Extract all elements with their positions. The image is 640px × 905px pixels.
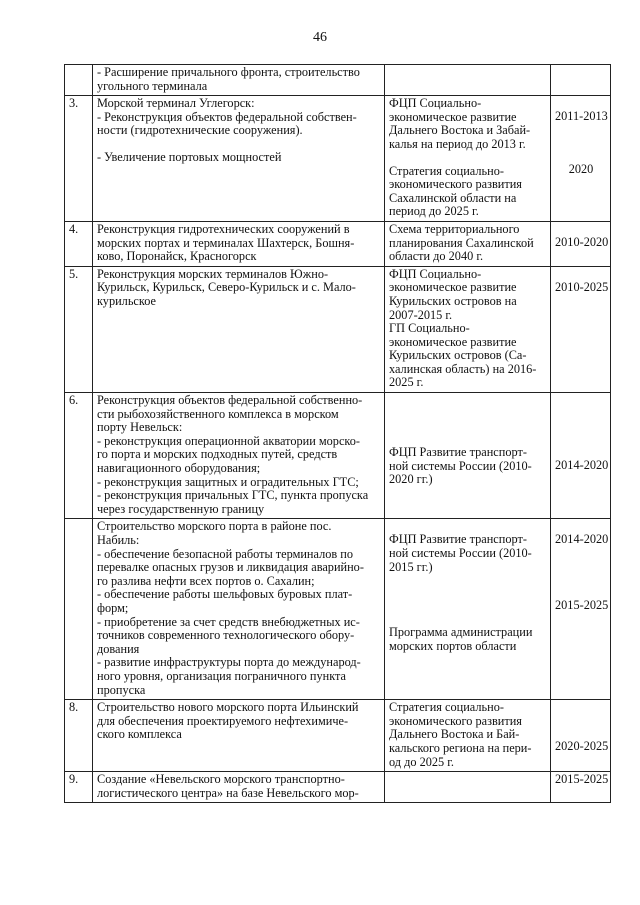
source-cell	[385, 96, 551, 222]
period-line: 2015-2025	[555, 772, 609, 787]
description-line: Реконструкция объектов федеральной собственно-	[97, 393, 363, 408]
description-line: для обеспечения проектируемого нефтехимиче-	[97, 713, 349, 728]
period-line: 2010-2020	[555, 234, 609, 249]
description-line: пропуска	[97, 682, 146, 697]
source-line	[389, 407, 547, 420]
source-line: Курильских островов на	[389, 293, 517, 308]
description-line: Курильск, Курильск, Северо-Курильск и с. Мало-	[97, 280, 356, 295]
description-line: морских портах и терминалах Шахтерск, Бошня-	[97, 235, 355, 250]
source-line	[389, 600, 547, 613]
table-row	[65, 221, 611, 266]
period-line	[555, 394, 607, 407]
source-cell	[385, 266, 551, 392]
row-number	[65, 65, 93, 96]
source-line: 2007-2015 г.	[389, 307, 453, 322]
source-cell	[385, 519, 551, 700]
description-line: логистического центра» на базе Невельского мор-	[97, 785, 359, 800]
row-number: 8.	[65, 700, 93, 772]
description-line: - реконструкция операционной акватории морско-	[97, 433, 360, 448]
description-line: перевалке опасных грузов и ликвидация аварийно-	[97, 560, 364, 575]
description-line: курильское	[97, 293, 156, 308]
row-number: 6.	[65, 393, 93, 519]
description-line: ского комплекса	[97, 727, 182, 742]
description-cell	[93, 772, 385, 803]
period-line	[555, 124, 607, 137]
source-line: экономическое развитие	[389, 334, 517, 349]
source-line: ФЦП Развитие транспорт-	[389, 532, 527, 547]
period-line	[555, 547, 607, 560]
source-line: экономическое развитие	[389, 280, 517, 295]
description-line: порту Невельск:	[97, 420, 183, 435]
source-line: планирования Сахалинской	[389, 235, 534, 250]
source-line: Дальнего Востока и Бай-	[389, 727, 520, 742]
period-line	[555, 150, 607, 163]
period-cell	[551, 65, 611, 96]
description-line: дования	[97, 641, 140, 656]
description-line: - развитие инфраструктуры порта до международ-	[97, 655, 361, 670]
period-line	[555, 268, 607, 281]
period-line: 2014-2020	[555, 532, 609, 547]
description-line: Строительство морского порта в районе пос.	[97, 519, 332, 534]
description-line: - обеспечение безопасной работы терминалов по	[97, 546, 353, 561]
description-line: - обеспечение работы шельфовых буровых плат-	[97, 587, 353, 602]
description-line: через государственную границу	[97, 501, 265, 516]
description-line: - Реконструкция объектов федеральной собствен-	[97, 109, 357, 124]
source-line: ФЦП Развитие транспорт-	[389, 445, 527, 460]
source-line: ГП Социально-	[389, 321, 470, 336]
period-line	[555, 560, 607, 573]
description-line: навигационного оборудования;	[97, 461, 261, 476]
table-row	[65, 266, 611, 392]
source-line: Стратегия социально-	[389, 700, 504, 715]
description-line: форм;	[97, 600, 129, 615]
source-line: Схема территориального	[389, 221, 520, 236]
table-row	[65, 96, 611, 222]
source-line: ной системы России (2010-	[389, 458, 532, 473]
source-line: ной системы России (2010-	[389, 546, 532, 560]
source-line: области до 2040 г.	[389, 249, 484, 264]
source-cell	[385, 393, 551, 519]
source-line: Программа администрации	[389, 625, 533, 640]
description-line: Создание «Невельского морского транспортно-	[97, 772, 345, 787]
period-cell	[551, 96, 611, 222]
period-line: 2020-2025	[555, 739, 609, 754]
source-line: экономического развития	[389, 177, 522, 192]
period-cell	[551, 266, 611, 392]
source-line: Стратегия социально-	[389, 163, 504, 178]
period-line	[555, 714, 607, 727]
description-line: ного уровня, организация пограничного пункта	[97, 668, 347, 683]
period-line	[555, 420, 607, 433]
table-row	[65, 772, 611, 803]
source-line	[389, 152, 547, 165]
row-number: 3.	[65, 96, 93, 222]
description-line: Реконструкция морских терминалов Южно-	[97, 266, 329, 281]
description-cell	[93, 393, 385, 519]
source-line: халинская область) на 2016-	[389, 361, 537, 376]
source-line: од до 2025 г.	[389, 754, 455, 769]
period-line	[555, 573, 607, 586]
row-number: 5.	[65, 266, 93, 392]
period-line: 2014-2020	[555, 458, 609, 473]
period-line	[555, 407, 607, 420]
row-number: 9.	[65, 772, 93, 803]
page-number: 46	[313, 30, 327, 45]
period-cell	[551, 700, 611, 772]
source-cell	[385, 65, 551, 96]
period-line: 2020	[568, 161, 594, 176]
description-line: - реконструкция причальных ГТС, пункта пропуска	[97, 488, 369, 503]
description-line: - реконструкция защитных и оградительных ГТС;	[97, 474, 359, 489]
source-line: экономического развития	[389, 713, 522, 728]
period-line: 2015-2025	[555, 598, 609, 612]
period-line	[555, 223, 607, 236]
period-line: 2011-2013	[555, 109, 608, 124]
table-row	[65, 393, 611, 519]
period-line	[555, 137, 607, 150]
description-line: Набиль:	[97, 533, 140, 547]
description-line: точников современного технологического обору-	[97, 628, 355, 643]
description-line: Морской терминал Углегорск:	[97, 96, 255, 111]
source-line: Курильских островов (Са-	[389, 348, 527, 363]
table-row	[65, 700, 611, 772]
source-line: ФЦП Социально-	[389, 96, 482, 111]
source-line: кальского региона на пери-	[389, 740, 532, 755]
description-cell	[93, 700, 385, 772]
source-line: морских портов области	[389, 638, 517, 653]
description-cell	[93, 266, 385, 392]
description-line: Строительство нового морского порта Ильинский	[97, 700, 359, 715]
source-cell	[385, 700, 551, 772]
source-line	[389, 420, 547, 433]
period-cell	[551, 519, 611, 700]
description-cell	[93, 96, 385, 222]
description-cell	[93, 221, 385, 266]
description-line: - приобретение за счет средств внебюджетных ис-	[97, 614, 360, 629]
source-line: 2015 гг.)	[389, 559, 433, 574]
description-cell	[93, 65, 385, 96]
source-cell	[385, 221, 551, 266]
source-cell	[385, 772, 551, 803]
source-line: период до 2025 г.	[389, 204, 479, 219]
source-line: 2020 гг.)	[389, 472, 433, 487]
projects-table	[64, 64, 611, 803]
source-line	[389, 394, 547, 407]
source-line	[389, 587, 547, 600]
description-line: ково, Поронайск, Красногорск	[97, 249, 257, 264]
row-number	[65, 519, 93, 700]
description-line: ности (гидротехнические сооружения).	[97, 123, 303, 138]
row-number: 4.	[65, 221, 93, 266]
period-line	[555, 701, 607, 714]
source-line: экономическое развитие	[389, 109, 517, 124]
table-row	[65, 519, 611, 700]
period-line	[555, 433, 607, 446]
source-line: Сахалинской области на	[389, 190, 517, 205]
period-cell	[551, 772, 611, 803]
table-row	[65, 65, 611, 96]
description-line: - Увеличение портовых мощностей	[97, 149, 282, 164]
description-line: го порта и морских подходных путей, средств	[97, 447, 338, 462]
source-line: Дальнего Востока и Забай-	[389, 123, 531, 138]
period-cell	[551, 221, 611, 266]
period-line: 2010-2025	[555, 279, 609, 294]
description-line: сти рыбохозяйственного комплекса в морском	[97, 406, 339, 421]
description-line: Реконструкция гидротехнических сооружений в	[97, 221, 350, 236]
description-line: го разлива нефти всех портов о. Сахалин;	[97, 573, 315, 588]
source-line: калья на период до 2013 г.	[389, 136, 526, 151]
description-line: угольного терминала	[97, 78, 208, 93]
source-line: ФЦП Социально-	[389, 266, 482, 281]
period-cell	[551, 393, 611, 519]
description-line: - Расширение причального фронта, строительство	[97, 65, 360, 79]
source-line: 2025 г.	[389, 375, 424, 390]
source-line	[389, 574, 547, 587]
description-cell	[93, 519, 385, 700]
